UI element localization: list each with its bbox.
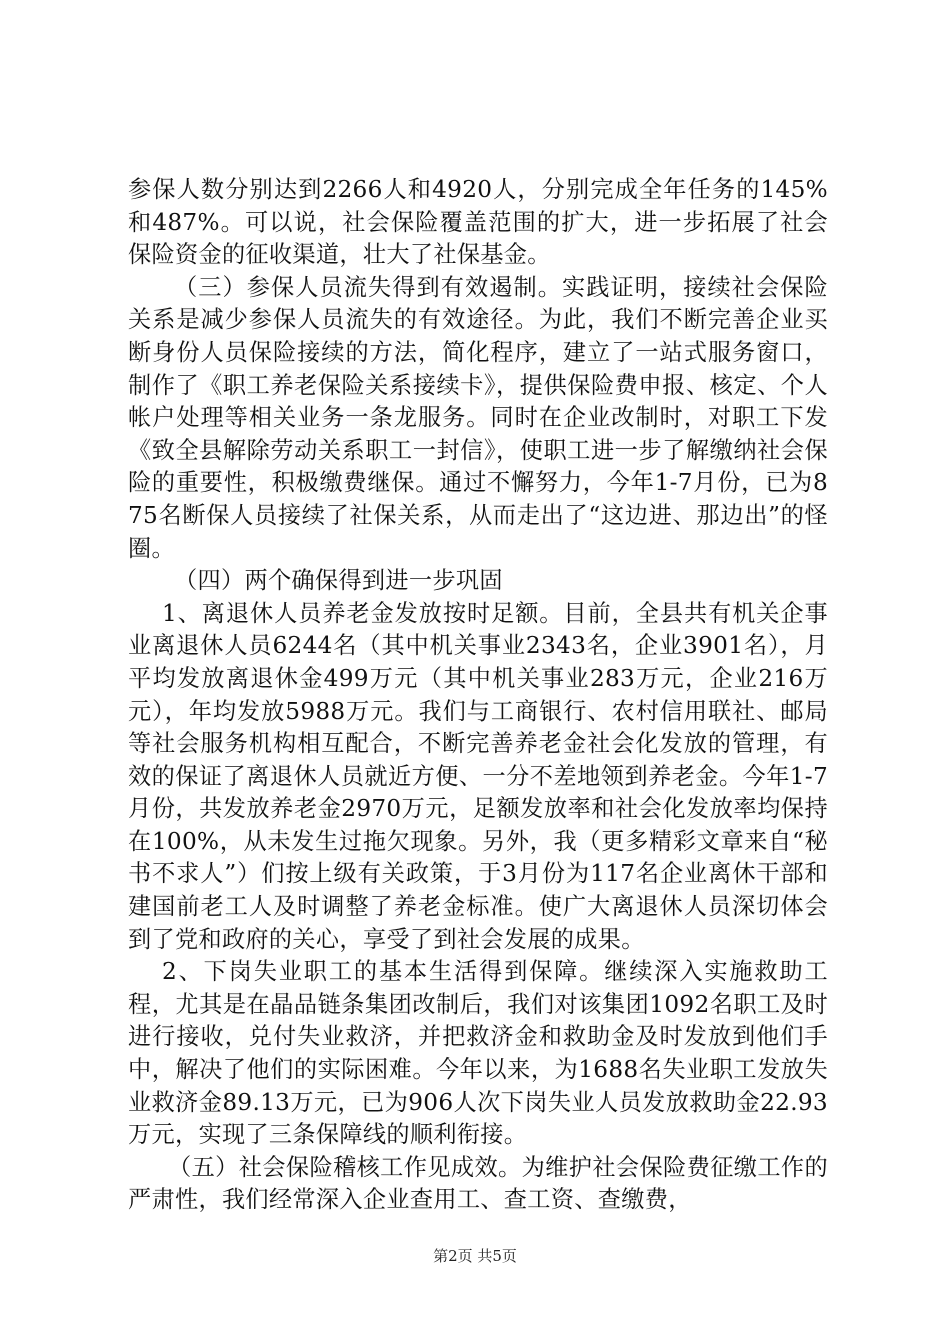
paragraph-section-three: （三）参保人员流失得到有效遏制。实践证明，接续社会保险关系是减少参保人员流失的有效途径。为此，我们不断完善企业买断身份人员保险接续的方法，简化程序，建立了一站式服务窗口，制作了《职工养老保险关系接续卡》，提供保险费申报、核定、个人帐户处理等相关业务一条龙服务。同时在企业改制时，对职工下发《致全县解除劳动关系职工一封信》，使职工进一步了解缴纳社会保险的重要性，积极缴费继保。通过不懈努力，今年1-7月份，已为875名断保人员接续了社保关系，从而走出了“这边进、那边出”的怪圈。 [128,273,828,562]
document-body [128,174,828,1217]
heading-section-four: （四）两个确保得到进一步巩固 [174,567,503,595]
paragraph-continuation: 参保人数分别达到2266人和4920人，分别完成全年任务的145%和487%。可以说，社会保险覆盖范围的扩大，进一步拓展了社会保险资金的征收渠道，壮大了社保基金。 [128,176,828,269]
page-footer [0,1246,950,1266]
paragraph-section-five: （五）社会保险稽核工作见成效。为维护社会保险费征缴工作的严肃性，我们经常深入企业查用工、查工资、查缴费， [128,1153,828,1214]
paragraph-item-one: 1、离退休人员养老金发放按时足额。目前，全县共有机关企事业离退休人员6244名（其中机关事业2343名，企业3901名），月平均发放离退休金499万元（其中机关事业283万元，企业216万元），年均发放5988万元。我们与工商银行、农村信用联社、邮局等社会服务机构相互配合，不断完善养老金社会化发放的管理，有效的保证了离退休人员就近方便、一分不差地领到养老金。今年1-7月份，共发放养老金2970万元，足额发放率和社会化发放率均保持在100%，从未发生过拖欠现象。另外，我（更多精彩文章来自“秘书不求人”）们按上级有关政策，于3月份为117名企业离休干部和建国前老工人及时调整了养老金标准。使广大离退休人员深切体会到了党和政府的关心，享受了到社会发展的成果。 [128,599,828,953]
page-number-label: 第2页 共5页 [433,1247,517,1265]
paragraph-item-two: 2、下岗失业职工的基本生活得到保障。继续深入实施救助工程，尤其是在晶品链条集团改制后，我们对该集团1092名职工及时进行接收，兑付失业救济，并把救济金和救助金及时发放到他们手中，解决了他们的实际困难。今年以来，为1688名失业职工发放失业救济金89.13万元，已为906人次下岗失业人员发放救助金22.93万元，实现了三条保障线的顺利衔接。 [128,958,828,1149]
